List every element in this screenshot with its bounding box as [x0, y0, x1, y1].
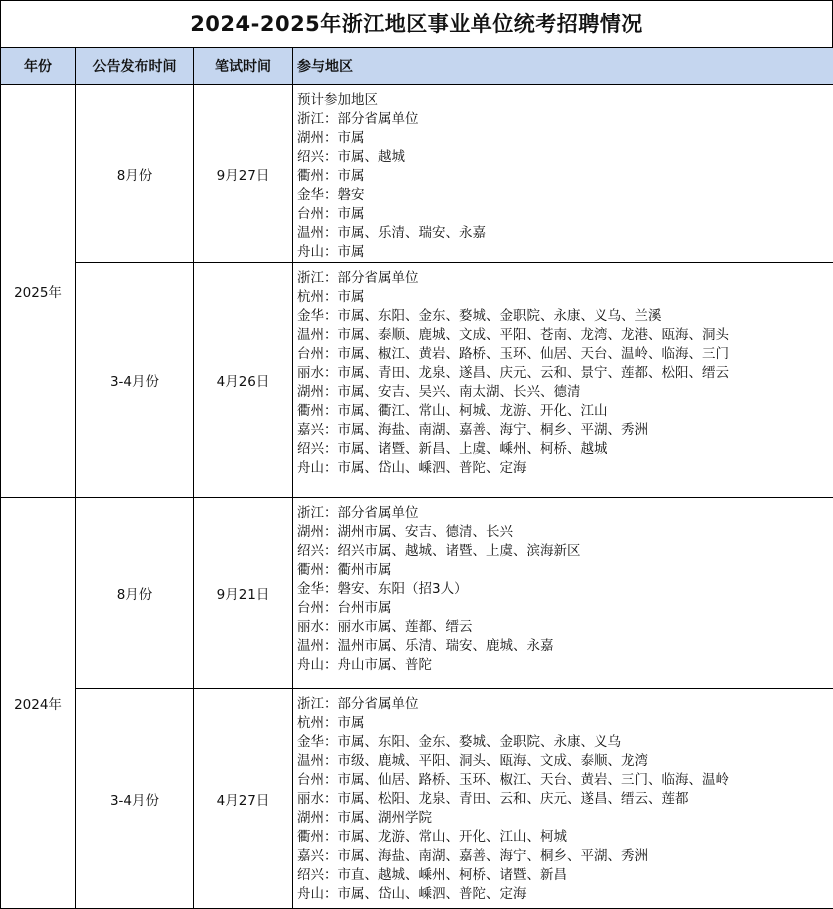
announce-cell: 3-4月份	[76, 263, 194, 498]
area-line: 丽水：市属、青田、龙泉、遂昌、庆元、云和、景宁、莲都、松阳、缙云	[297, 364, 833, 383]
area-line: 衢州：衢州市属	[297, 561, 833, 580]
area-line: 金华：磐安	[297, 186, 833, 205]
exam-cell: 9月27日	[194, 85, 293, 263]
areas-cell	[293, 85, 833, 263]
area-line: 湖州：市属、安吉、吴兴、南太湖、长兴、德清	[297, 383, 833, 402]
area-line: 舟山：市属、岱山、嵊泗、普陀、定海	[297, 885, 833, 904]
year-cell: 2025年	[1, 85, 76, 498]
area-line: 杭州：市属	[297, 288, 833, 307]
area-line: 金华：磐安、东阳（招3人）	[297, 580, 833, 599]
announce-cell: 8月份	[76, 498, 194, 689]
area-line: 湖州：市属、湖州学院	[297, 809, 833, 828]
areas-cell	[293, 689, 833, 909]
area-line: 浙江：部分省属单位	[297, 504, 833, 523]
area-line: 湖州：市属	[297, 129, 833, 148]
area-line: 台州：市属	[297, 205, 833, 224]
area-line: 嘉兴：市属、海盐、南湖、嘉善、海宁、桐乡、平湖、秀洲	[297, 847, 833, 866]
area-line: 绍兴：市属、越城	[297, 148, 833, 167]
areas-cell	[293, 498, 833, 689]
sheet-title: 2024-2025年浙江地区事业单位统考招聘情况	[0, 0, 833, 47]
area-line: 预计参加地区	[297, 91, 833, 110]
area-line: 舟山：舟山市属、普陀	[297, 656, 833, 675]
table-row	[1, 689, 833, 909]
announce-cell: 8月份	[76, 85, 194, 263]
area-line: 绍兴：绍兴市属、越城、诸暨、上虞、滨海新区	[297, 542, 833, 561]
area-line: 衢州：市属、龙游、常山、开化、江山、柯城	[297, 828, 833, 847]
area-line: 衢州：市属	[297, 167, 833, 186]
header-announce-time: 公告发布时间	[76, 48, 194, 85]
area-line: 台州：市属、仙居、路桥、玉环、椒江、天台、黄岩、三门、临海、温岭	[297, 771, 833, 790]
area-line: 台州：市属、椒江、黄岩、路桥、玉环、仙居、天台、温岭、临海、三门	[297, 345, 833, 364]
area-line: 金华：市属、东阳、金东、婺城、金职院、永康、义乌	[297, 733, 833, 752]
area-line: 浙江：部分省属单位	[297, 269, 833, 288]
area-line: 嘉兴：市属、海盐、南湖、嘉善、海宁、桐乡、平湖、秀洲	[297, 421, 833, 440]
area-line: 衢州：市属、衢江、常山、柯城、龙游、开化、江山	[297, 402, 833, 421]
area-line: 舟山：市属、岱山、嵊泗、普陀、定海	[297, 459, 833, 478]
areas-cell	[293, 263, 833, 498]
area-line: 绍兴：市属、诸暨、新昌、上虞、嵊州、柯桥、越城	[297, 440, 833, 459]
area-line: 台州：台州市属	[297, 599, 833, 618]
header-row	[1, 48, 833, 85]
area-line: 温州：市属、泰顺、鹿城、文成、平阳、苍南、龙湾、龙港、瓯海、洞头	[297, 326, 833, 345]
area-line: 丽水：市属、松阳、龙泉、青田、云和、庆元、遂昌、缙云、莲都	[297, 790, 833, 809]
area-line: 温州：市属、乐清、瑞安、永嘉	[297, 224, 833, 243]
exam-cell: 4月27日	[194, 689, 293, 909]
table-row	[1, 498, 833, 689]
area-line: 金华：市属、东阳、金东、婺城、金职院、永康、义乌、兰溪	[297, 307, 833, 326]
area-line: 浙江：部分省属单位	[297, 110, 833, 129]
area-line: 温州：温州市属、乐清、瑞安、鹿城、永嘉	[297, 637, 833, 656]
table-row	[1, 263, 833, 498]
header-areas: 参与地区	[293, 48, 833, 85]
area-line: 绍兴：市直、越城、嵊州、柯桥、诸暨、新昌	[297, 866, 833, 885]
exam-cell: 9月21日	[194, 498, 293, 689]
exam-cell: 4月26日	[194, 263, 293, 498]
area-line: 浙江：部分省属单位	[297, 695, 833, 714]
area-line: 舟山：市属	[297, 243, 833, 262]
area-line: 湖州：湖州市属、安吉、德清、长兴	[297, 523, 833, 542]
area-line: 温州：市级、鹿城、平阳、洞头、瓯海、文成、泰顺、龙湾	[297, 752, 833, 771]
year-cell: 2024年	[1, 498, 76, 909]
area-line: 杭州：市属	[297, 714, 833, 733]
area-line: 丽水：丽水市属、莲都、缙云	[297, 618, 833, 637]
announce-cell: 3-4月份	[76, 689, 194, 909]
header-year: 年份	[1, 48, 76, 85]
header-exam-time: 笔试时间	[194, 48, 293, 85]
recruitment-table	[0, 47, 833, 909]
table-row	[1, 85, 833, 263]
